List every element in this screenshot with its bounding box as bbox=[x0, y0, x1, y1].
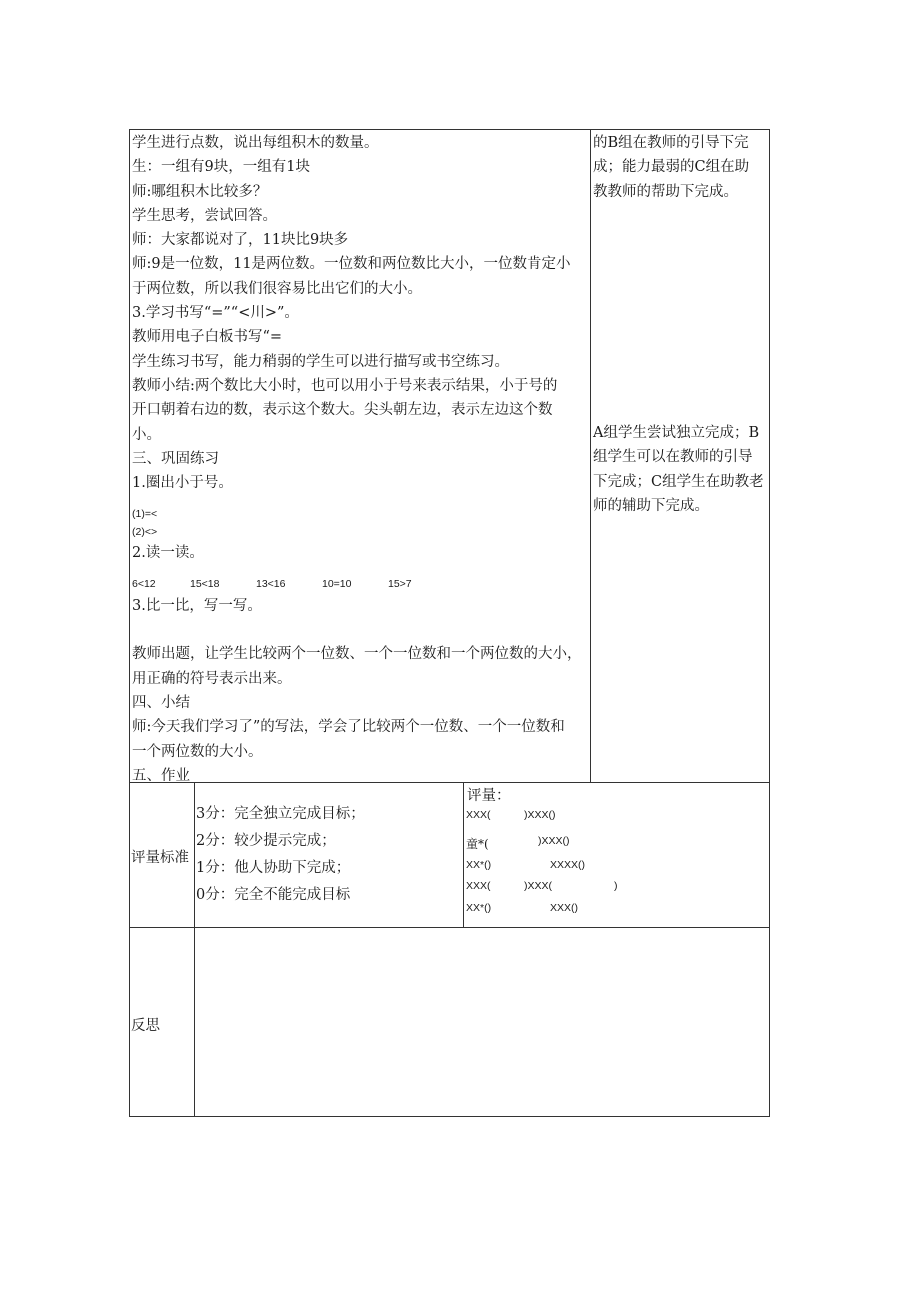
lesson-content bbox=[132, 131, 590, 781]
criteria-line: 0分：完全不能完成目标 bbox=[196, 887, 351, 903]
lesson-line: 学生练习书写，能力稍弱的学生可以进行描写或书空练习。 bbox=[132, 353, 509, 370]
lesson-line: 小。 bbox=[132, 426, 161, 443]
side-note-middle bbox=[593, 421, 769, 518]
side-line: A组学生尝试独立完成；B bbox=[593, 425, 760, 441]
side-note-top bbox=[593, 131, 769, 204]
lesson-line: 师:今天我们学习了”的写法，学会了比较两个一位数、一个一位数和 bbox=[132, 719, 565, 736]
evaluation-label: 评量标准 bbox=[131, 850, 189, 866]
score-row bbox=[466, 859, 766, 875]
read-item: 15<18 bbox=[190, 577, 220, 590]
exercise-item: (1)=< bbox=[132, 508, 158, 521]
lesson-line: 师：大家都说对了，11块比9块多 bbox=[132, 232, 349, 249]
score-cell: XXX( bbox=[466, 880, 491, 892]
lesson-line: 五、作业 bbox=[132, 767, 190, 781]
lesson-line: 师:9是一位数，11是两位数。一位数和两位数比大小，一位数肯定小 bbox=[132, 256, 571, 273]
lesson-line: 学生思考，尝试回答。 bbox=[132, 207, 277, 224]
lesson-line: 三、巩固练习 bbox=[132, 450, 219, 467]
lesson-line: 学生进行点数，说出每组积木的数量。 bbox=[132, 135, 379, 151]
read-item: 10=10 bbox=[322, 577, 352, 590]
score-row bbox=[466, 835, 766, 851]
score-row bbox=[466, 880, 766, 896]
lesson-line: 用正确的符号表示出来。 bbox=[132, 670, 292, 687]
divider-eval-top bbox=[129, 782, 770, 783]
lesson-line: 师:哪组积木比较多？ bbox=[132, 183, 268, 200]
score-cell: )XXX( bbox=[524, 880, 553, 892]
read-items bbox=[132, 574, 590, 594]
criteria-line: 1分：他人协助下完成； bbox=[196, 860, 351, 876]
score-cell: XXXX() bbox=[550, 859, 586, 871]
side-line: 师的辅助下完成。 bbox=[593, 497, 709, 514]
criteria-line: 2分：较少提示完成； bbox=[196, 833, 336, 849]
side-line: 的B组在教师的引导下完 bbox=[593, 135, 749, 151]
score-row bbox=[466, 809, 766, 825]
reflection-label: 反思 bbox=[131, 1018, 160, 1034]
read-item: 6<12 bbox=[132, 577, 156, 590]
lesson-line bbox=[132, 618, 590, 642]
divider-main-side bbox=[590, 129, 591, 783]
score-cell: 童*( bbox=[466, 837, 489, 851]
side-line: 下完成；C组学生在助教老 bbox=[593, 473, 764, 490]
score-cell: )XXX() bbox=[538, 835, 570, 847]
score-cell: XXX( bbox=[466, 809, 491, 821]
lesson-line: 3.比一比，写一写。 bbox=[132, 597, 262, 614]
score-row bbox=[466, 902, 766, 918]
evaluation-criteria bbox=[196, 801, 365, 909]
score-cell: XX*() bbox=[466, 859, 492, 871]
score-cell: )XXX() bbox=[524, 809, 556, 821]
lesson-line: 于两位数，所以我们很容易比出它们的大小。 bbox=[132, 280, 422, 297]
lesson-line: 教师出题，让学生比较两个一位数、一个一位数和一个两位数的大小， bbox=[132, 646, 582, 663]
side-line: 成；能力最弱的C组在助 bbox=[593, 159, 750, 176]
lesson-line: 教师小结:两个数比大小时，也可以用小于号来表示结果，小于号的 bbox=[132, 377, 558, 394]
lesson-line: 开口朝着右边的数，表示这个数大。尖头朝左边，表示左边这个数 bbox=[132, 402, 553, 419]
side-line: 教教师的帮助下完成。 bbox=[593, 183, 738, 200]
lesson-line: 1.圈出小于号。 bbox=[132, 475, 233, 492]
read-item: 13<16 bbox=[256, 577, 286, 590]
lesson-line: 生：一组有9块，一组有1块 bbox=[132, 159, 310, 176]
lesson-line: 3.学习书写“=”“<川>”。 bbox=[132, 305, 299, 322]
lesson-line: 教师用电子白板书写“= bbox=[132, 329, 283, 346]
read-item: 15>7 bbox=[388, 577, 412, 590]
exercise-item: (2)<> bbox=[132, 526, 158, 539]
lesson-line: 2.读一读。 bbox=[132, 545, 204, 562]
criteria-line: 3分：完全独立完成目标； bbox=[196, 806, 365, 822]
divider-score-col bbox=[463, 782, 464, 927]
side-line: 组学生可以在教师的引导 bbox=[593, 449, 753, 466]
score-cell: XX*() bbox=[466, 902, 492, 914]
lesson-line: 四、小结 bbox=[132, 694, 190, 711]
score-cell: ) bbox=[614, 880, 618, 892]
reflection-content bbox=[195, 928, 769, 1116]
score-title: 评量： bbox=[467, 788, 511, 804]
score-cell: XXX() bbox=[550, 902, 579, 914]
lesson-line: 一个两位数的大小。 bbox=[132, 743, 263, 760]
